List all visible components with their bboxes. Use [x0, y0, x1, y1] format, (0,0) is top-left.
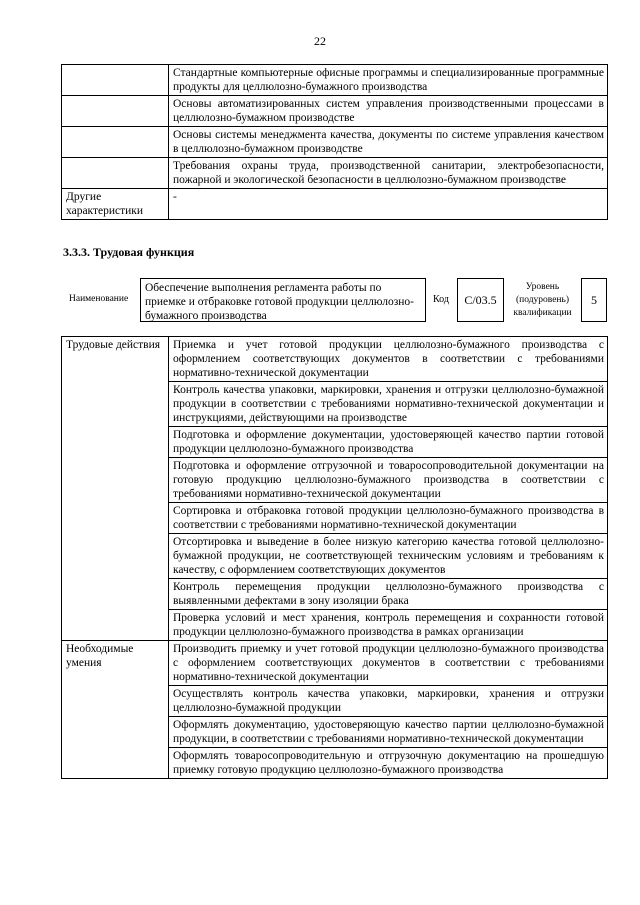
row-label	[62, 127, 169, 158]
table-row	[62, 65, 608, 96]
code-label: Код	[433, 294, 449, 305]
knowledge-table	[61, 64, 608, 220]
table-row	[62, 337, 608, 382]
name-label: Наименование	[69, 294, 129, 304]
table-row	[62, 189, 608, 220]
function-code: C/03.5	[457, 278, 504, 322]
function-header	[0, 278, 640, 322]
labor-action-item: Проверка условий и мест хранения, контроль перемещения и сохранности готовой продукции целлюлозно-бумажного производства в рамках организации	[169, 610, 608, 641]
function-details-table	[61, 336, 608, 779]
row-text: Основы системы менеджмента качества, документы по системе управления качеством в целлюлозно-бумажном производстве	[169, 127, 608, 158]
function-name: Обеспечение выполнения регламента работы по приемке и отбраковке готовой продукции целлюлозно-бумажного производства	[140, 278, 426, 322]
labor-action-item: Подготовка и оформление отгрузочной и товаросопроводительной документации на готовую продукцию целлюлозно-бумажного производства в соответствии с требованиями нормативно-технической документации	[169, 458, 608, 503]
other-characteristics-value: -	[169, 189, 608, 220]
labor-actions-label: Трудовые действия	[62, 337, 169, 641]
labor-action-item: Контроль перемещения продукции целлюлозно-бумажного производства с выявленными дефектами в зону изоляции брака	[169, 579, 608, 610]
skill-item: Оформлять товаросопроводительную и отгрузочную документацию на прошедшую приемку готовую продукцию целлюлозно-бумажного производства	[169, 748, 608, 779]
labor-action-item: Отсортировка и выведение в более низкую категорию качества готовой целлюлозно-бумажной продукции, не соответствующей техническим условиям и требованиям к качеству, с оформлением соответствующих документов	[169, 534, 608, 579]
skill-item: Производить приемку и учет готовой продукции целлюлозно-бумажного производства с оформлением соответствующих документов в соответствии с требованиями нормативно-технической документации	[169, 641, 608, 686]
page-number: 22	[314, 34, 326, 48]
table-row	[62, 127, 608, 158]
labor-action-item: Сортировка и отбраковка готовой продукции целлюлозно-бумажного производства в соответствии с требованиями нормативно-технической документации	[169, 503, 608, 534]
table-row	[62, 96, 608, 127]
row-label	[62, 96, 169, 127]
section-heading: 3.3.3. Трудовая функция	[63, 245, 195, 259]
row-text: Основы автоматизированных систем управления производственными процессами в целлюлозно-бумажном производстве	[169, 96, 608, 127]
skill-item: Осуществлять контроль качества упаковки, маркировки, хранения и отгрузки целлюлозно-бумажной продукции	[169, 686, 608, 717]
row-text: Стандартные компьютерные офисные программы и специализированные программные продукты для целлюлозно-бумажного производства	[169, 65, 608, 96]
skill-item: Оформлять документацию, удостоверяющую качество партии целлюлозно-бумажной продукции, в соответствии с требованиями нормативно-технической документации	[169, 717, 608, 748]
table-row	[62, 641, 608, 686]
labor-action-item: Приемка и учет готовой продукции целлюлозно-бумажного производства с оформлением соответствующих документов в соответствии с требованиями нормативно-технической документации	[169, 337, 608, 382]
labor-action-item: Контроль качества упаковки, маркировки, хранения и отгрузки целлюлозно-бумажной продукции в соответствии с требованиями нормативно-технической документации и инструкциями, действующими на производстве	[169, 382, 608, 427]
table-row	[62, 158, 608, 189]
row-text: Требования охраны труда, производственной санитарии, электробезопасности, пожарной и экологической безопасности в целлюлозно-бумажном производстве	[169, 158, 608, 189]
qualification-level-label: Уровень (подуровень) квалификации	[513, 282, 572, 318]
qualification-level: 5	[581, 278, 607, 322]
row-label	[62, 65, 169, 96]
other-characteristics-label: Другие характеристики	[62, 189, 169, 220]
labor-action-item: Подготовка и оформление документации, удостоверяющей качество партии готовой продукции целлюлозно-бумажного производства	[169, 427, 608, 458]
row-label	[62, 158, 169, 189]
required-skills-label: Необходимые умения	[62, 641, 169, 779]
